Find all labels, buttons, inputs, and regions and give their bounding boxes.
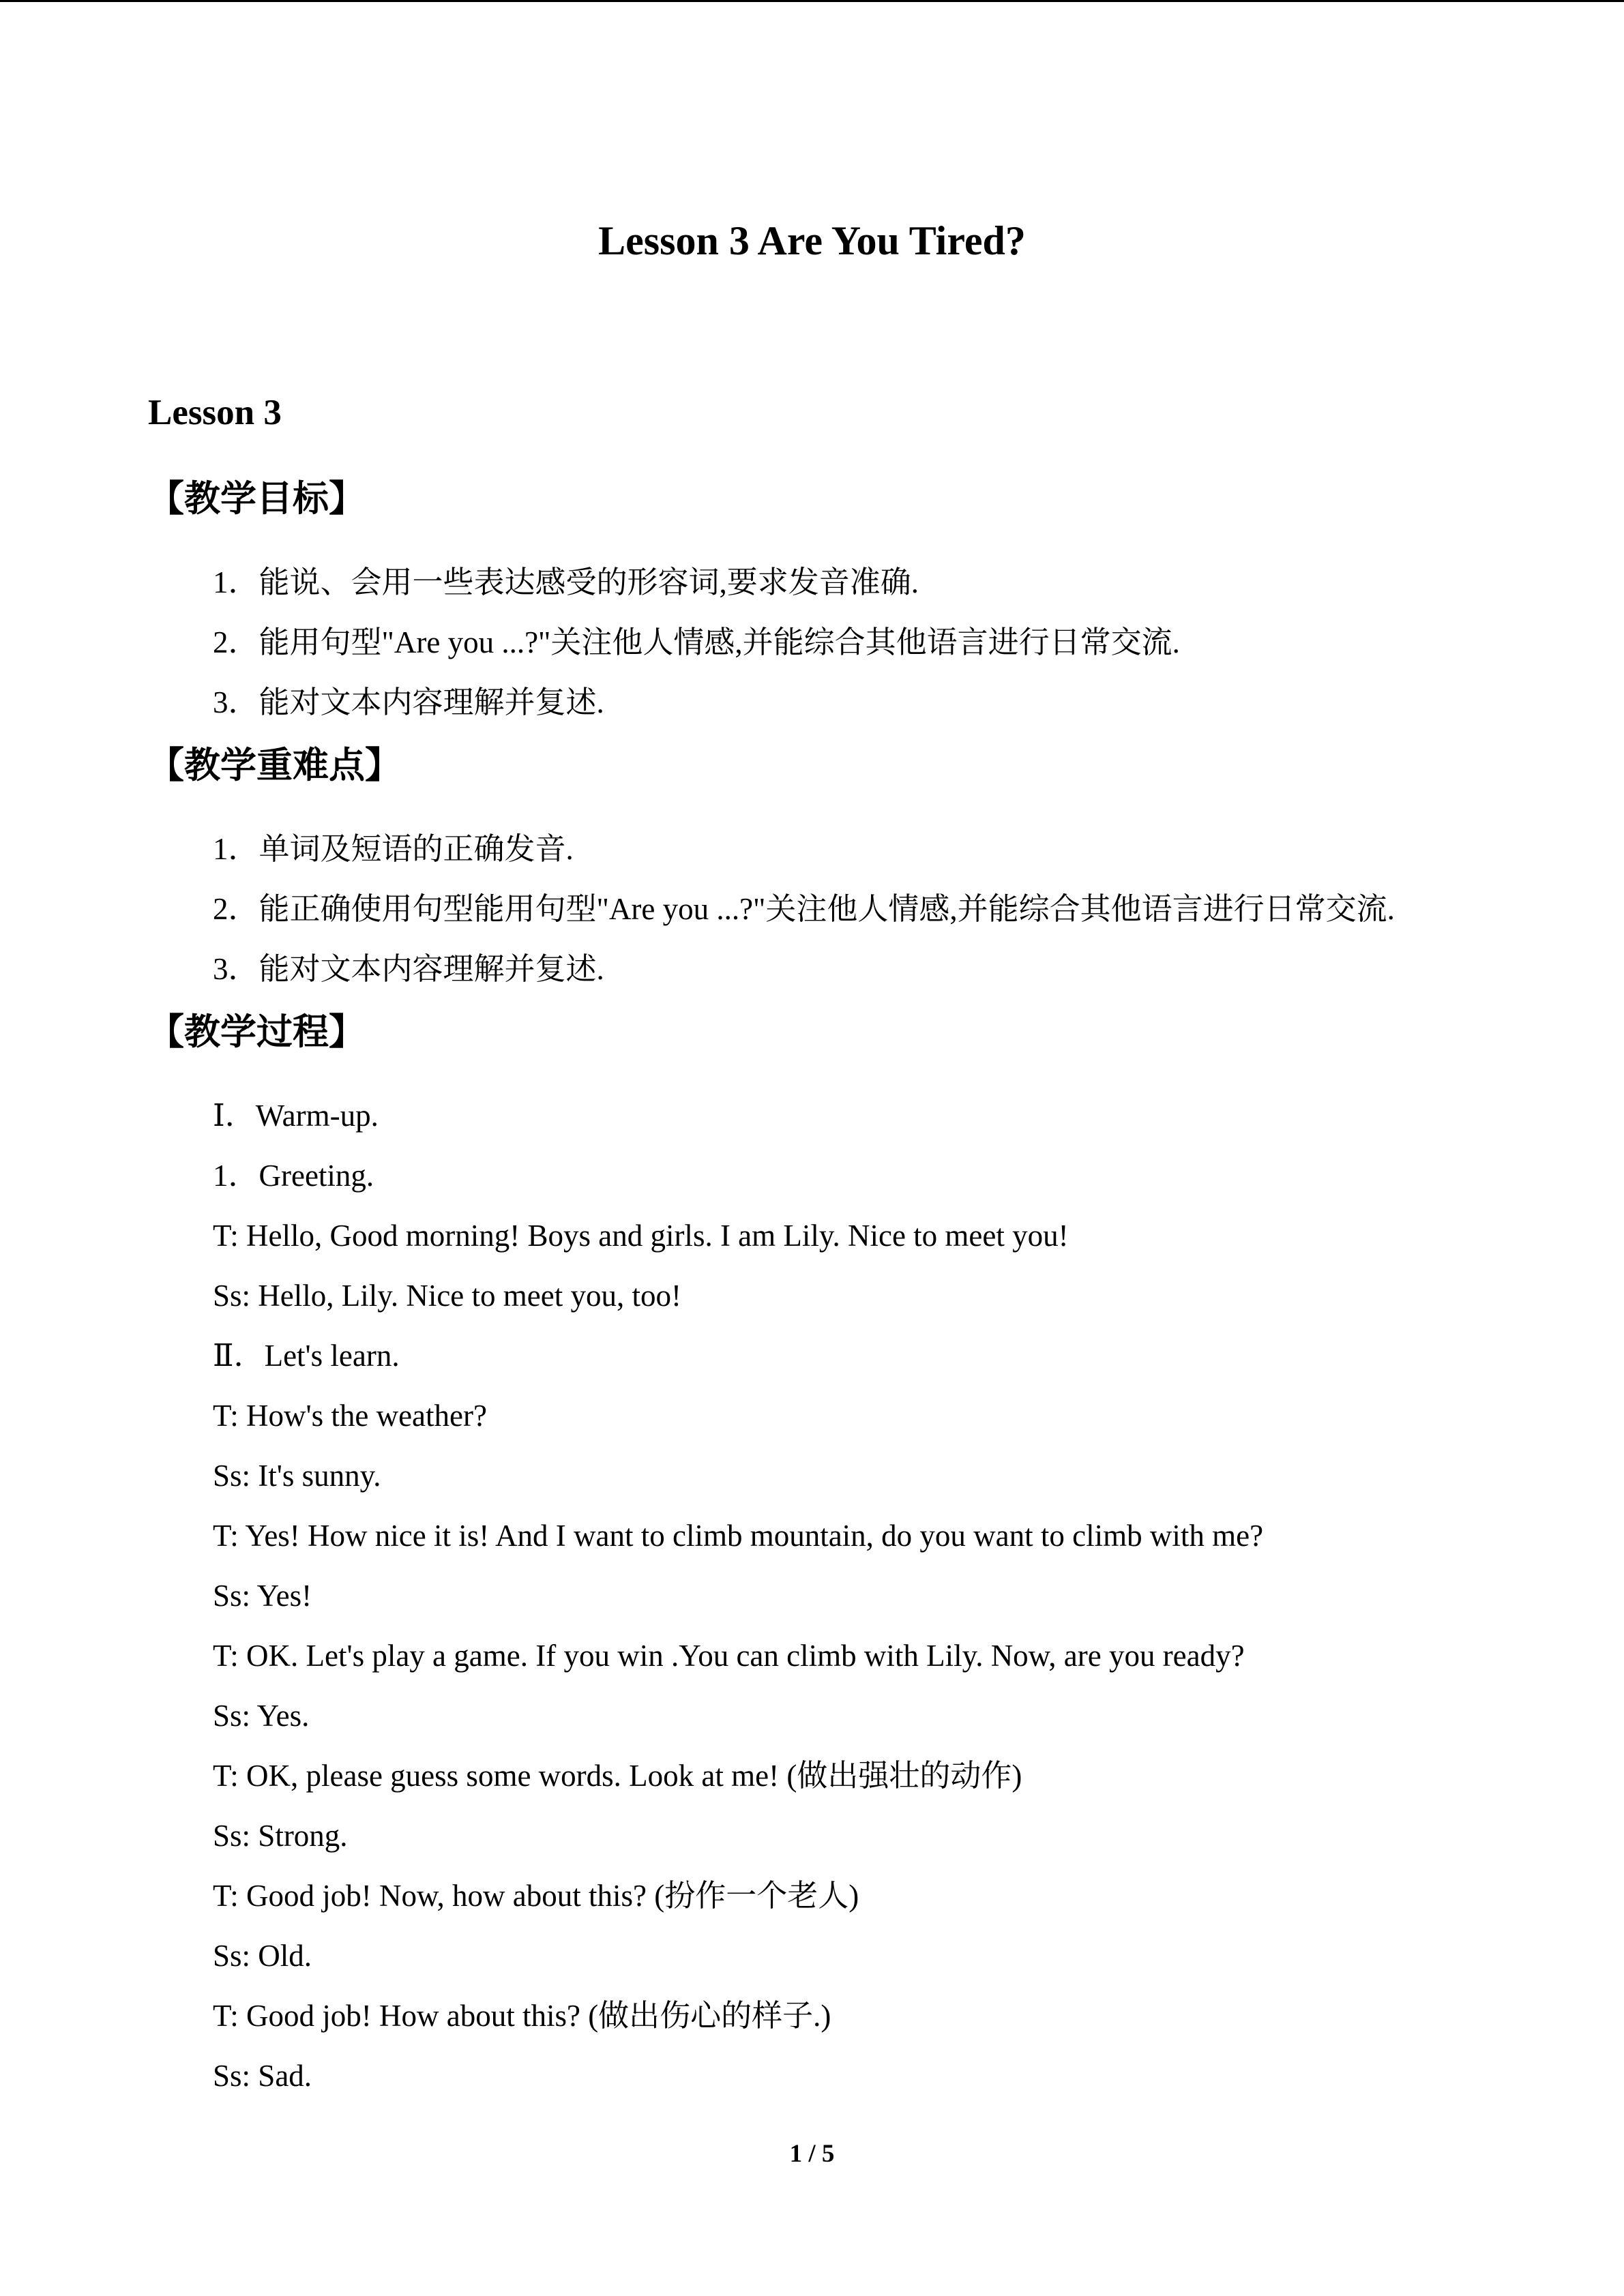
key-point-item: 1．单词及短语的正确发音.: [213, 832, 574, 866]
process-heading: 【教学过程】: [148, 1013, 365, 1052]
process-line: T: Hello, Good morning! Boys and girls. I am Lily. Nice to meet you!: [213, 1219, 1069, 1253]
objective-item: 1．能说、会用一些表达感受的形容词,要求发音准确.: [213, 565, 919, 599]
process-line: Ss: Hello, Lily. Nice to meet you, too!: [213, 1279, 681, 1313]
process-line: Ss: Yes!: [213, 1579, 312, 1613]
process-line: Ⅰ．Warm-up.: [213, 1099, 379, 1133]
key-point-item: 3．能对文本内容理解并复述.: [213, 952, 604, 986]
process-line: T: Good job! How about this? (做出伤心的样子.): [213, 1999, 831, 2033]
top-border-rule: [0, 0, 1624, 2]
process-line: Ss: It's sunny.: [213, 1459, 381, 1493]
process-line: Ss: Old.: [213, 1939, 312, 1973]
objective-item: 2．能用句型"Are you ...?"关注他人情感,并能综合其他语言进行日常交流.: [213, 625, 1180, 659]
process-line: Ss: Strong.: [213, 1819, 348, 1853]
document-title: Lesson 3 Are You Tired?: [598, 218, 1026, 263]
process-line: Ⅱ．Let's learn.: [213, 1339, 400, 1373]
process-line: Ss: Yes.: [213, 1699, 310, 1733]
page-number: 1 / 5: [789, 2140, 835, 2168]
process-line: T: How's the weather?: [213, 1399, 487, 1433]
objective-item: 3．能对文本内容理解并复述.: [213, 685, 604, 719]
objectives-heading: 【教学目标】: [148, 479, 365, 519]
process-line: T: Yes! How nice it is! And I want to climb mountain, do you want to climb with me?: [213, 1519, 1264, 1553]
process-line: T: OK, please guess some words. Look at me! (做出强壮的动作): [213, 1759, 1022, 1793]
process-line: T: OK. Let's play a game. If you win .You can climb with Lily. Now, are you ready?: [213, 1639, 1245, 1673]
key-points-heading: 【教学重难点】: [148, 746, 401, 786]
key-point-item: 2．能正确使用句型能用句型"Are you ...?"关注他人情感,并能综合其他语言进行日常交流.: [213, 892, 1395, 926]
process-line: 1．Greeting.: [213, 1159, 374, 1193]
process-line: T: Good job! Now, how about this? (扮作一个老人): [213, 1879, 859, 1913]
process-line: Ss: Sad.: [213, 2059, 312, 2093]
lesson-subtitle: Lesson 3: [148, 393, 282, 432]
